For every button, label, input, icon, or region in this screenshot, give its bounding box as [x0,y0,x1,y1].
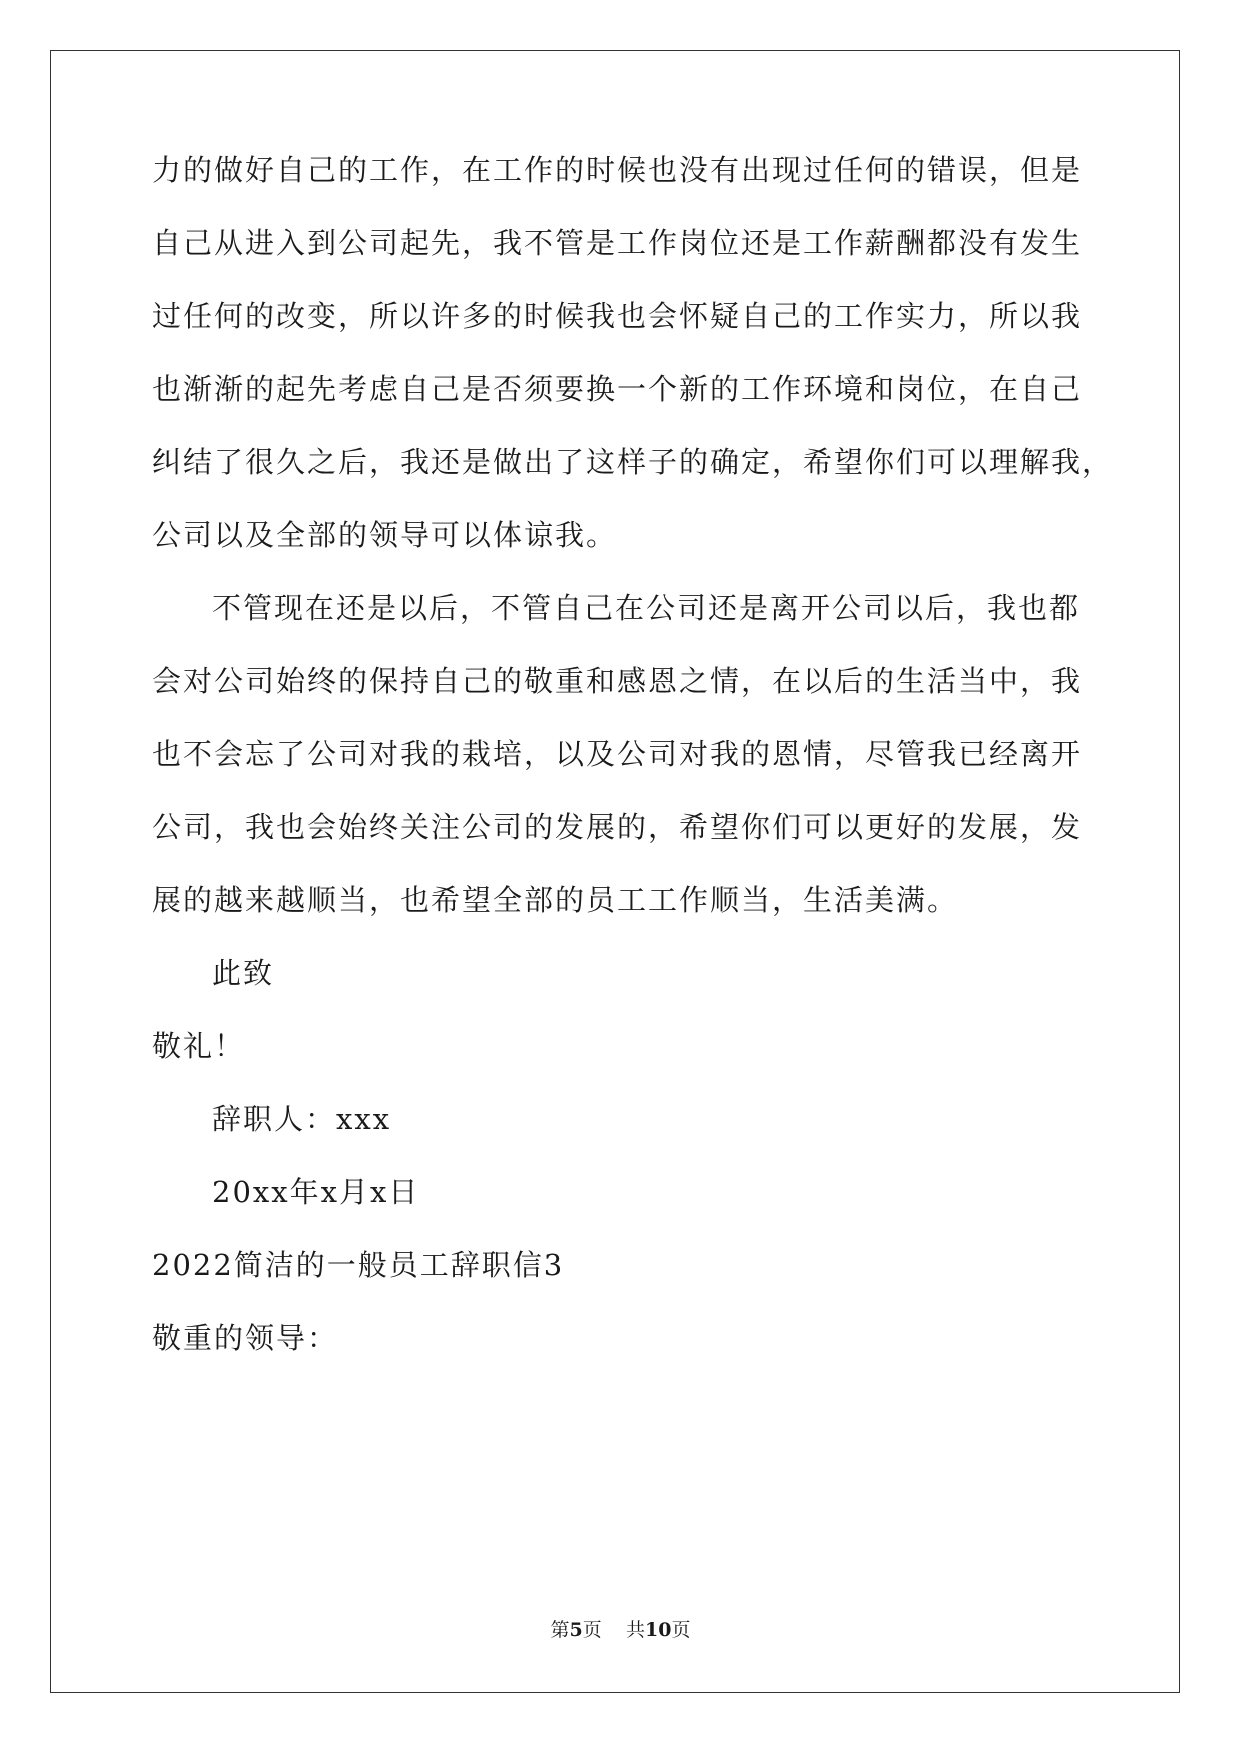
footer-total-pages: 10 [644,1619,672,1641]
signature-line: 辞职人：xxx [212,1102,392,1136]
footer-prefix: 第 [550,1619,570,1641]
closing-salutation: 此致 [212,956,275,990]
body-line-9: 也不会忘了公司对我的栽培，以及公司对我的恩情，尽管我已经离开 [152,737,1083,771]
section-heading: 2022简洁的一般员工辞职信3 [152,1248,565,1282]
body-line-4: 也渐渐的起先考虑自己是否须要换一个新的工作环境和岗位，在自己 [152,372,1083,406]
page-footer [0,1618,1241,1642]
body-line-6: 公司以及全部的领导可以体谅我。 [152,518,618,552]
closing-regards: 敬礼！ [152,1029,246,1063]
footer-page-number: 5 [569,1619,583,1641]
body-line-8: 会对公司始终的保持自己的敬重和感恩之情，在以后的生活当中，我 [152,664,1083,698]
body-line-7: 不管现在还是以后，不管自己在公司还是离开公司以后，我也都 [212,591,1081,625]
body-line-2: 自己从进入到公司起先，我不管是工作岗位还是工作薪酬都没有发生 [152,226,1083,260]
body-line-5: 纠结了很久之后，我还是做出了这样子的确定，希望你们可以理解我， [152,445,1114,479]
footer-total-suffix: 页 [671,1619,691,1641]
footer-total-prefix: 共 [625,1619,645,1641]
date-line: 20xx年x月x日 [212,1175,420,1209]
body-line-11: 展的越来越顺当，也希望全部的员工工作顺当，生活美满。 [152,883,959,917]
greeting-line: 敬重的领导： [152,1321,339,1355]
body-line-1: 力的做好自己的工作，在工作的时候也没有出现过任何的错误，但是 [152,153,1083,187]
body-line-10: 公司，我也会始终关注公司的发展的，希望你们可以更好的发展，发 [152,810,1083,844]
footer-page-suffix: 页 [582,1619,602,1641]
page-border [50,50,1180,1693]
body-line-3: 过任何的改变，所以许多的时候我也会怀疑自己的工作实力，所以我 [152,299,1083,333]
